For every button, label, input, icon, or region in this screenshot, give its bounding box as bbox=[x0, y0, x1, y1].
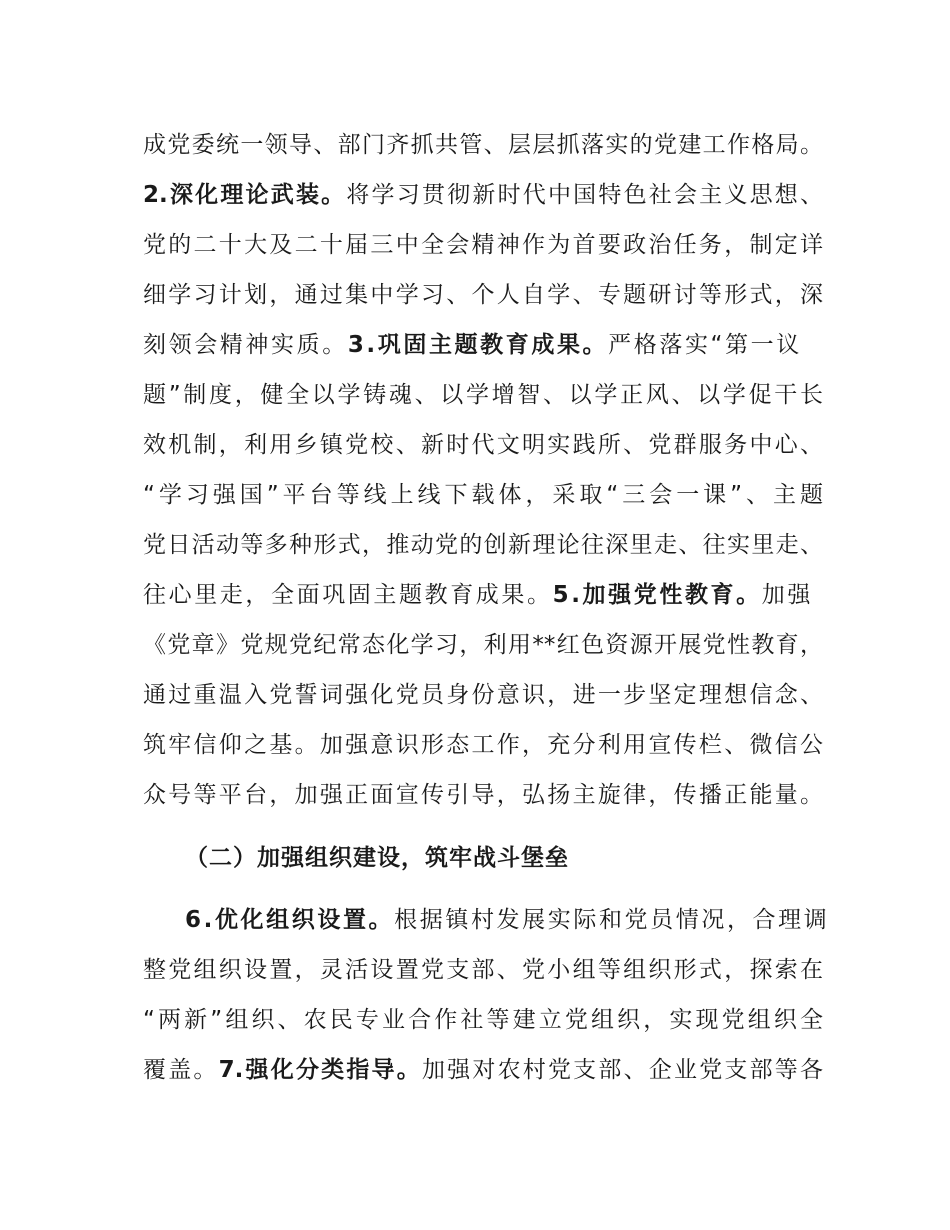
section-title: 7.强化分类指导。 bbox=[218, 1057, 422, 1083]
text-line: 整党组织设置，灵活设置党支部、党小组等组织形式，探索在 bbox=[143, 957, 823, 983]
text-line: 众号等平台，加强正面宣传引导，弘扬主旋律，传播正能量。 bbox=[143, 782, 823, 808]
text-line: 党日活动等多种形式，推动党的创新理论往深里走、往实里走、 bbox=[143, 532, 823, 558]
text-line: 覆盖。7.强化分类指导。加强对农村党支部、企业党支部等各 bbox=[143, 1057, 823, 1083]
text-line: 细学习计划，通过集中学习、个人自学、专题研讨等形式，深 bbox=[143, 282, 823, 308]
text-line: 成党委统一领导、部门齐抓共管、层层抓落实的党建工作格局。 bbox=[143, 132, 823, 158]
text-line: 刻领会精神实质。3.巩固主题教育成果。严格落实“第一议 bbox=[143, 332, 802, 358]
text-line: 题”制度，健全以学铸魂、以学增智、以学正风、以学促干长 bbox=[143, 382, 823, 408]
section-title: 6.优化组织设置。 bbox=[185, 907, 395, 933]
text-line: 6.优化组织设置。根据镇村发展实际和党员情况，合理调 bbox=[185, 907, 830, 933]
section-title: 3.巩固主题教育成果。 bbox=[347, 332, 609, 358]
text-line: 筑牢信仰之基。加强意识形态工作，充分利用宣传栏、微信公 bbox=[143, 732, 823, 758]
text-line: “两新”组织、农民专业合作社等建立党组织，实现党组织全 bbox=[143, 1007, 823, 1033]
section-heading: （二）加强组织建设，筑牢战斗堡垒 bbox=[185, 845, 569, 871]
section-title: 2.深化理论武装。 bbox=[143, 182, 347, 208]
section-title: 5.加强党性教育。 bbox=[552, 582, 762, 608]
text-line: 2.深化理论武装。将学习贯彻新时代中国特色社会主义思想、 bbox=[143, 182, 823, 208]
text-line: 往心里走，全面巩固主题教育成果。5.加强党性教育。加强 bbox=[143, 582, 813, 608]
text-line: 通过重温入党誓词强化党员身份意识，进一步坚定理想信念、 bbox=[143, 682, 823, 708]
text-line: 效机制，利用乡镇党校、新时代文明实践所、党群服务中心、 bbox=[143, 432, 823, 458]
text-line: 党的二十大及二十届三中全会精神作为首要政治任务，制定详 bbox=[143, 232, 823, 258]
text-line: 《党章》党规党纪常态化学习，利用**红色资源开展党性教育， bbox=[143, 632, 823, 658]
text-line: “学习强国”平台等线上线下载体，采取“三会一课”、主题 bbox=[143, 482, 823, 508]
